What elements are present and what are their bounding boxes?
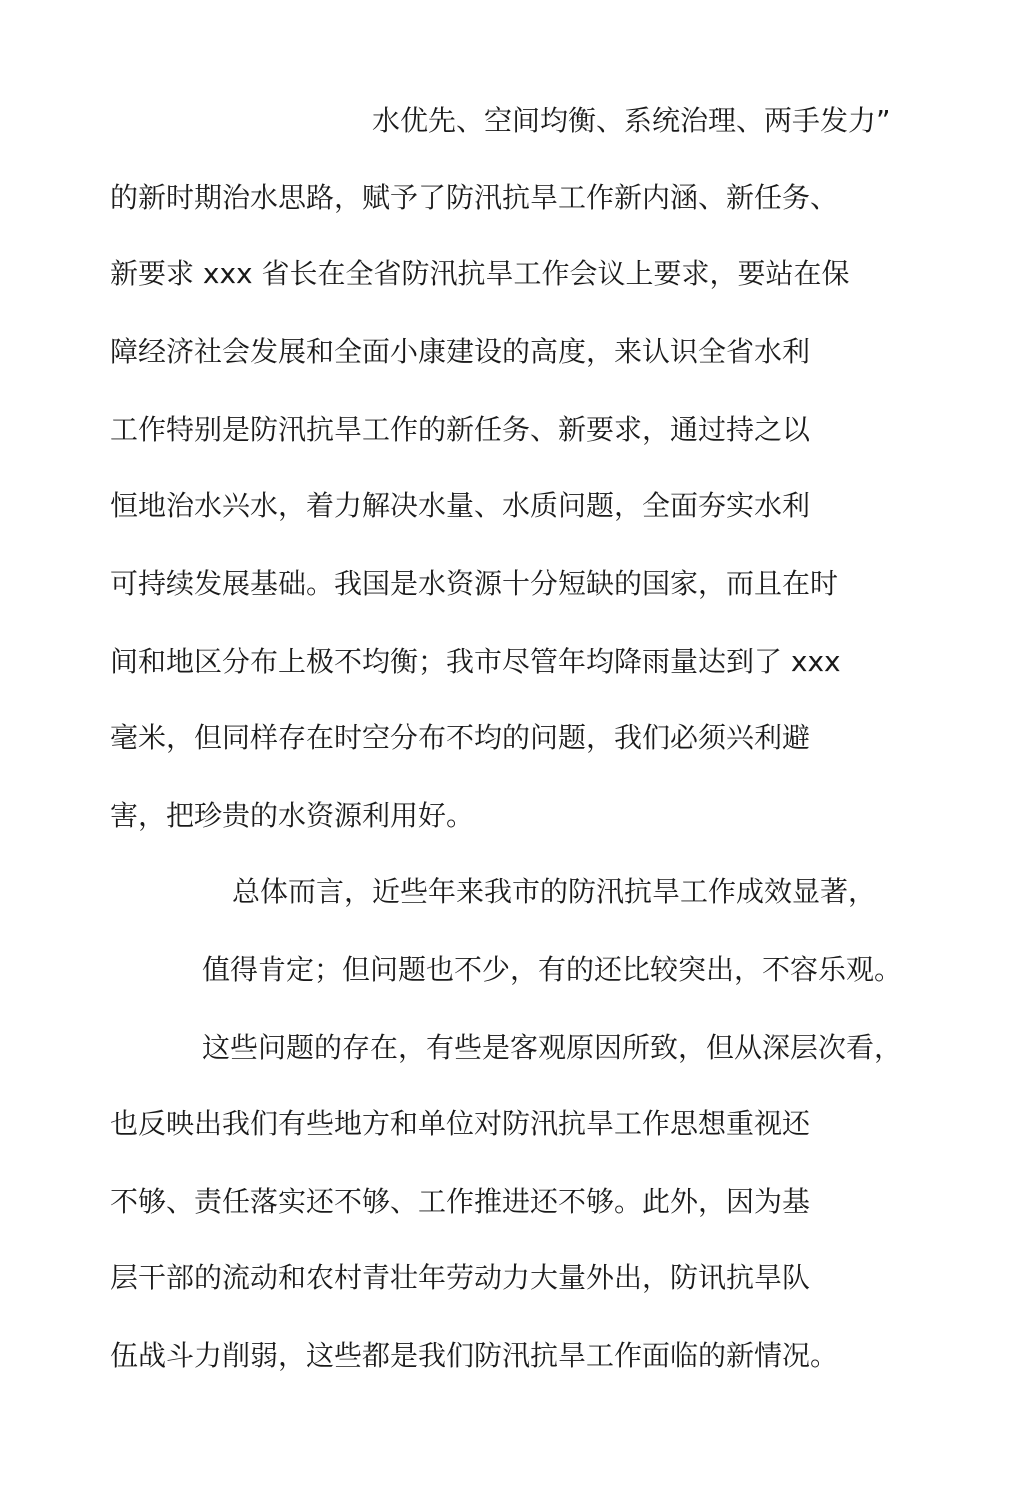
text-line-16: 层干部的流动和农村青壮年劳动力大量外出，防讯抗旱队 (110, 1261, 811, 1294)
text-line-9: 毫米，但同样存在时空分布不均的问题，我们必须兴利避 (110, 721, 811, 754)
text-line-15: 不够、责任落实还不够、工作推进还不够。此外，因为基 (110, 1185, 811, 1218)
text-line-2: 的新时期治水思路，赋予了防汛抗旱工作新内涵、新任务、 (110, 181, 839, 214)
text-line-8: 间和地区分布上极不均衡；我市尽管年均降雨量达到了 xxx (110, 645, 841, 678)
text-line-6: 恒地治水兴水，着力解决水量、水质问题，全面夯实水利 (110, 489, 811, 522)
text-line-3: 新要求 xxx 省长在全省防汛抗旱工作会议上要求，要站在保 (110, 257, 850, 290)
text-line-12: 值得肯定；但问题也不少，有的还比较突出，不容乐观。 (202, 953, 903, 986)
text-line-10: 害，把珍贵的水资源利用好。 (110, 799, 475, 832)
text-line-7: 可持续发展基础。我国是水资源十分短缺的国家，而且在时 (110, 567, 839, 600)
text-line-14: 也反映出我们有些地方和单位对防汛抗旱工作思想重视还 (110, 1107, 811, 1140)
text-line-17: 伍战斗力削弱，这些都是我们防汛抗旱工作面临的新情况。 (110, 1339, 839, 1372)
text-line-5: 工作特别是防汛抗旱工作的新任务、新要求，通过持之以 (110, 413, 811, 446)
text-line-1: 水优先、空间均衡、系统治理、两手发力” (372, 104, 891, 137)
text-line-4: 障经济社会发展和全面小康建设的高度，来认识全省水利 (110, 335, 811, 368)
text-line-11: 总体而言，近些年来我市的防汛抗旱工作成效显著， (232, 875, 877, 908)
text-line-13: 这些问题的存在，有些是客观原因所致，但从深层次看， (202, 1031, 903, 1064)
